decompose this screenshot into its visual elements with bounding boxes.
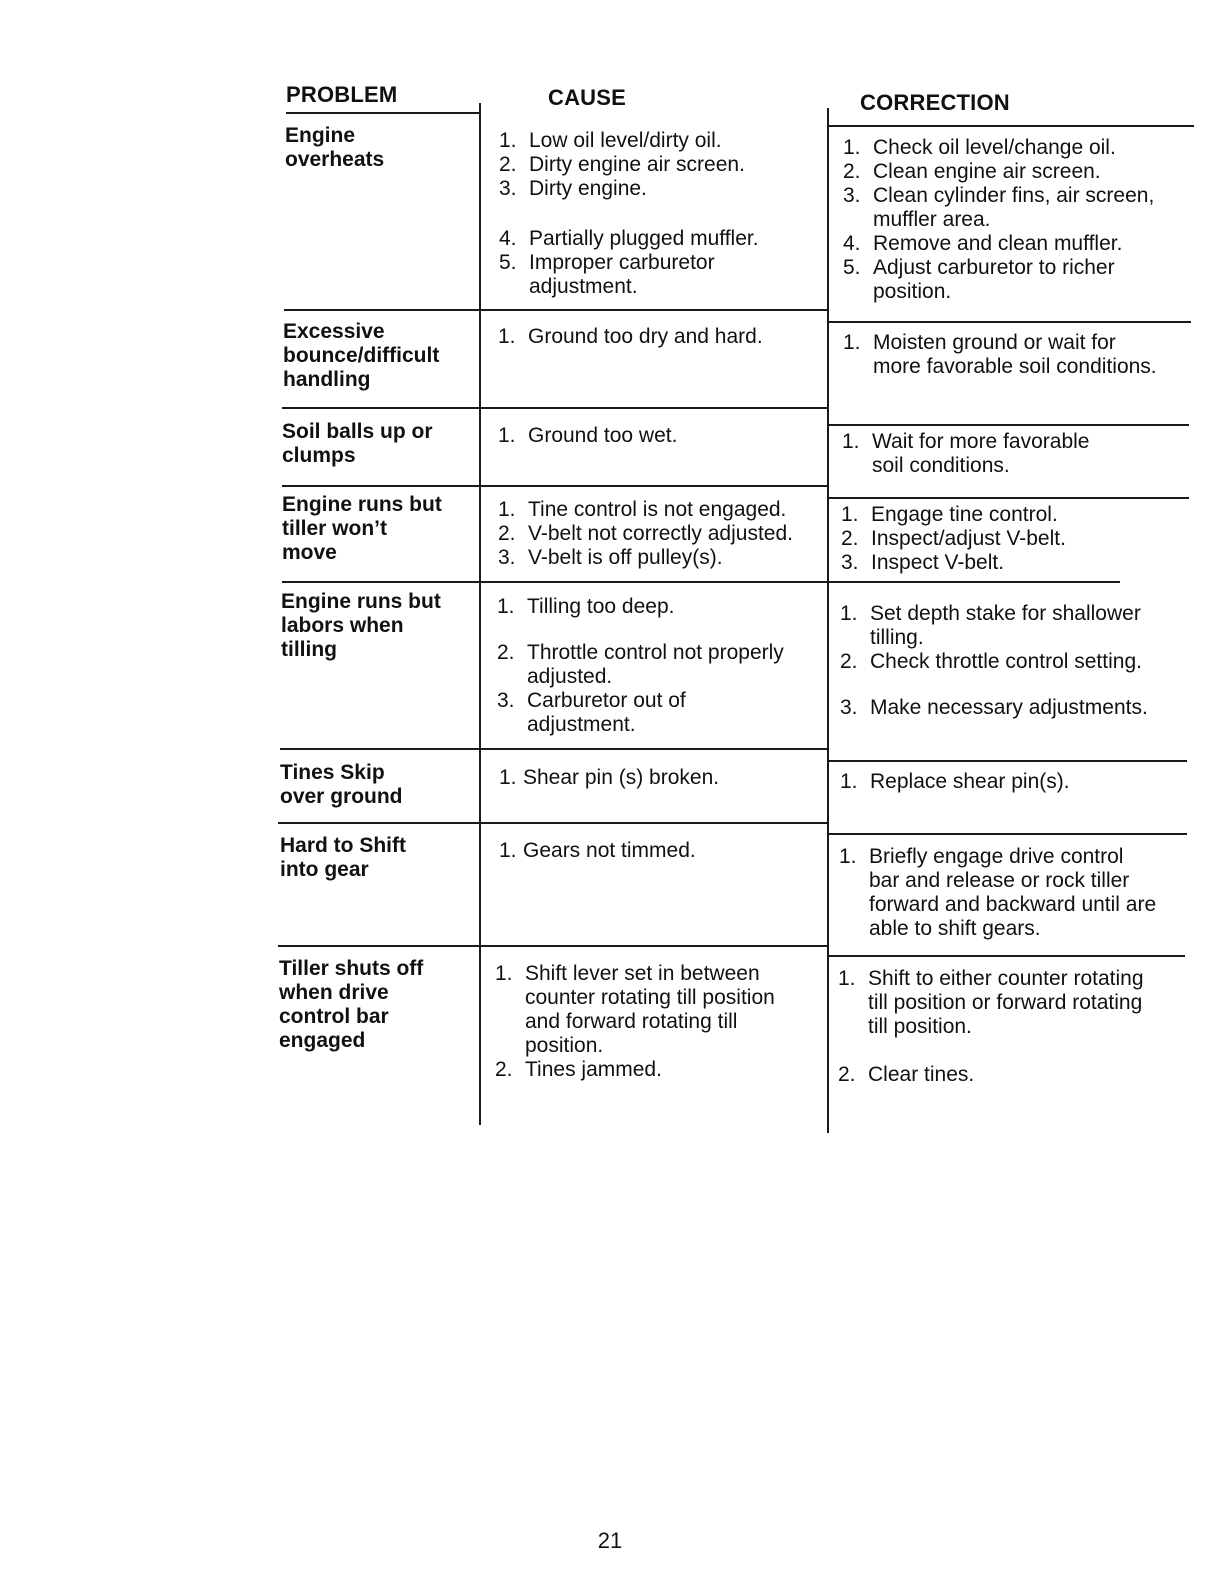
- list-item: [839, 845, 1156, 941]
- header-rule-problem: [286, 112, 480, 114]
- correction-list: [841, 503, 1066, 575]
- list-item: [838, 967, 1144, 1039]
- list-item: [841, 503, 1066, 527]
- item-number: 1.: [498, 325, 516, 348]
- header-rule-correction: [827, 125, 1194, 127]
- item-number: 1.: [495, 962, 513, 985]
- header-correction: CORRECTION: [860, 90, 1010, 115]
- item-text: Gears not timmed.: [523, 839, 696, 862]
- item-text: Dirty engine air screen.: [529, 153, 745, 176]
- item-number: 1.: [838, 967, 856, 990]
- list-item: [843, 256, 1154, 304]
- list-item: [497, 641, 784, 689]
- item-number: 5.: [843, 256, 861, 279]
- column-divider-correction: [827, 108, 829, 1133]
- problem-excessive-bounce: Excessive bounce/difficult handling: [283, 320, 440, 391]
- item-text: Partially plugged muffler.: [529, 227, 759, 250]
- list-item: [498, 424, 677, 448]
- item-number: 2.: [843, 160, 861, 183]
- page-number: 21: [597, 1528, 623, 1553]
- list-item: [840, 650, 1148, 674]
- cause-list: [499, 839, 696, 863]
- item-number: 3.: [841, 551, 859, 574]
- row-divider: [827, 955, 1185, 957]
- cause-list: [497, 595, 784, 737]
- item-number: 2.: [841, 527, 859, 550]
- item-number: 2.: [497, 641, 515, 664]
- row-divider: [284, 309, 828, 311]
- list-item: [842, 430, 1089, 478]
- item-text: Ground too wet.: [528, 424, 678, 447]
- header-cause: CAUSE: [548, 85, 627, 110]
- list-item: [499, 766, 719, 790]
- cause-list: [498, 325, 763, 349]
- problem-soil-balls: Soil balls up or clumps: [282, 420, 433, 467]
- item-number: 1.: [499, 129, 517, 152]
- item-text: Moisten ground or wait for more favorable soil conditions.: [873, 331, 1157, 378]
- row-divider: [827, 760, 1187, 762]
- item-text: Shift to either counter rotating till position or forward rotating till position.: [868, 967, 1144, 1038]
- row-divider: [282, 485, 828, 487]
- item-text: V-belt is off pulley(s).: [528, 546, 723, 569]
- item-number: 1.: [498, 424, 516, 447]
- cause-list: [498, 424, 677, 448]
- item-text: Tines jammed.: [525, 1058, 662, 1081]
- list-item: [499, 227, 759, 251]
- correction-list: [843, 136, 1154, 304]
- correction-list: [843, 331, 1157, 379]
- row-divider: [280, 748, 828, 750]
- list-item: [498, 546, 793, 570]
- item-text: Engage tine control.: [871, 503, 1058, 526]
- list-item: [497, 595, 784, 619]
- item-text: Check oil level/change oil.: [873, 136, 1116, 159]
- column-divider-cause: [479, 103, 481, 1125]
- item-text: Dirty engine.: [529, 177, 647, 200]
- item-number: 3.: [499, 177, 517, 200]
- item-text: Shift lever set in between counter rotating till position and forward rotating till position.: [525, 962, 775, 1057]
- cause-list: [499, 129, 759, 299]
- item-text: Make necessary adjustments.: [870, 696, 1148, 719]
- item-number: 2.: [499, 153, 517, 176]
- item-number: 2.: [495, 1058, 513, 1081]
- list-item: [841, 527, 1066, 551]
- problem-tiller-shuts-off: Tiller shuts off when drive control bar engaged: [279, 957, 424, 1052]
- item-text: Inspect V-belt.: [871, 551, 1005, 574]
- item-number: 1.: [839, 845, 857, 868]
- item-text: Tine control is not engaged.: [528, 498, 787, 521]
- problem-engine-labors: Engine runs but labors when tilling: [281, 590, 441, 661]
- item-text: Briefly engage drive control bar and release or rock tiller forward and backward until are able to shift gears.: [869, 845, 1157, 940]
- row-divider: [278, 945, 828, 947]
- row-divider: [827, 833, 1187, 835]
- list-item: [838, 1063, 1144, 1087]
- correction-list: [838, 967, 1144, 1087]
- item-text: Set depth stake for shallower tilling.: [870, 602, 1141, 649]
- item-text: Wait for more favorable soil conditions.: [872, 430, 1090, 477]
- correction-list: [839, 845, 1156, 941]
- list-item: [843, 184, 1154, 232]
- list-item: [499, 153, 759, 177]
- item-text: Clean engine air screen.: [873, 160, 1101, 183]
- problem-tines-skip: Tines Skip over ground: [280, 761, 403, 808]
- item-number: 1.: [499, 839, 517, 862]
- item-number: 1.: [499, 766, 517, 789]
- list-item: [498, 522, 793, 546]
- item-number: 1.: [497, 595, 515, 618]
- list-item: [843, 232, 1154, 256]
- item-number: 1.: [843, 136, 861, 159]
- item-number: 3.: [498, 546, 516, 569]
- item-text: V-belt not correctly adjusted.: [528, 522, 793, 545]
- item-number: 5.: [499, 251, 517, 274]
- list-item: [840, 602, 1148, 650]
- cause-list: [498, 498, 793, 570]
- problem-engine-overheats: Engine overheats: [285, 124, 385, 171]
- item-number: 2.: [498, 522, 516, 545]
- item-number: 1.: [498, 498, 516, 521]
- item-number: 1.: [840, 770, 858, 793]
- correction-list: [842, 430, 1089, 478]
- list-item: [495, 1058, 775, 1082]
- row-divider: [282, 581, 1120, 583]
- list-item: [498, 325, 763, 349]
- problem-hard-to-shift: Hard to Shift into gear: [280, 834, 406, 881]
- list-item: [841, 551, 1066, 575]
- list-item: [499, 177, 759, 201]
- header-problem: PROBLEM: [286, 82, 398, 107]
- item-text: Inspect/adjust V-belt.: [871, 527, 1066, 550]
- list-item: [843, 136, 1154, 160]
- item-text: Ground too dry and hard.: [528, 325, 763, 348]
- list-item: [495, 962, 775, 1058]
- item-number: 3.: [840, 696, 858, 719]
- item-text: Carburetor out of adjustment.: [527, 689, 686, 736]
- item-number: 4.: [499, 227, 517, 250]
- list-item: [840, 696, 1148, 720]
- item-text: Improper carburetor adjustment.: [529, 251, 715, 298]
- list-item: [843, 160, 1154, 184]
- list-item: [499, 839, 696, 863]
- row-divider: [282, 407, 828, 409]
- item-number: 1.: [841, 503, 859, 526]
- row-divider: [278, 822, 828, 824]
- cause-list: [495, 962, 775, 1082]
- item-text: Remove and clean muffler.: [873, 232, 1123, 255]
- item-number: 1.: [843, 331, 861, 354]
- item-number: 4.: [843, 232, 861, 255]
- list-item: [843, 331, 1157, 379]
- item-text: Replace shear pin(s).: [870, 770, 1070, 793]
- row-divider: [827, 321, 1191, 323]
- item-text: Clean cylinder fins, air screen, muffler area.: [873, 184, 1155, 231]
- list-item: [499, 251, 759, 299]
- row-divider: [827, 497, 1189, 499]
- item-number: 1.: [842, 430, 860, 453]
- item-text: Adjust carburetor to richer position.: [873, 256, 1115, 303]
- item-number: 2.: [838, 1063, 856, 1086]
- list-item: [498, 498, 793, 522]
- problem-tiller-wont-move: Engine runs but tiller won’t move: [282, 493, 442, 564]
- item-text: Tilling too deep.: [527, 595, 675, 618]
- row-divider: [827, 424, 1189, 426]
- correction-list: [840, 770, 1070, 794]
- item-text: Shear pin (s) broken.: [523, 766, 720, 789]
- item-text: Throttle control not properly adjusted.: [527, 641, 784, 688]
- item-number: 3.: [497, 689, 515, 712]
- cause-list: [499, 766, 719, 790]
- item-text: Check throttle control setting.: [870, 650, 1142, 673]
- item-number: 2.: [840, 650, 858, 673]
- list-item: [499, 129, 759, 153]
- item-text: Low oil level/dirty oil.: [529, 129, 722, 152]
- item-text: Clear tines.: [868, 1063, 975, 1086]
- list-item: [497, 689, 784, 737]
- list-item: [840, 770, 1070, 794]
- item-number: 1.: [840, 602, 858, 625]
- item-number: 3.: [843, 184, 861, 207]
- correction-list: [840, 602, 1148, 720]
